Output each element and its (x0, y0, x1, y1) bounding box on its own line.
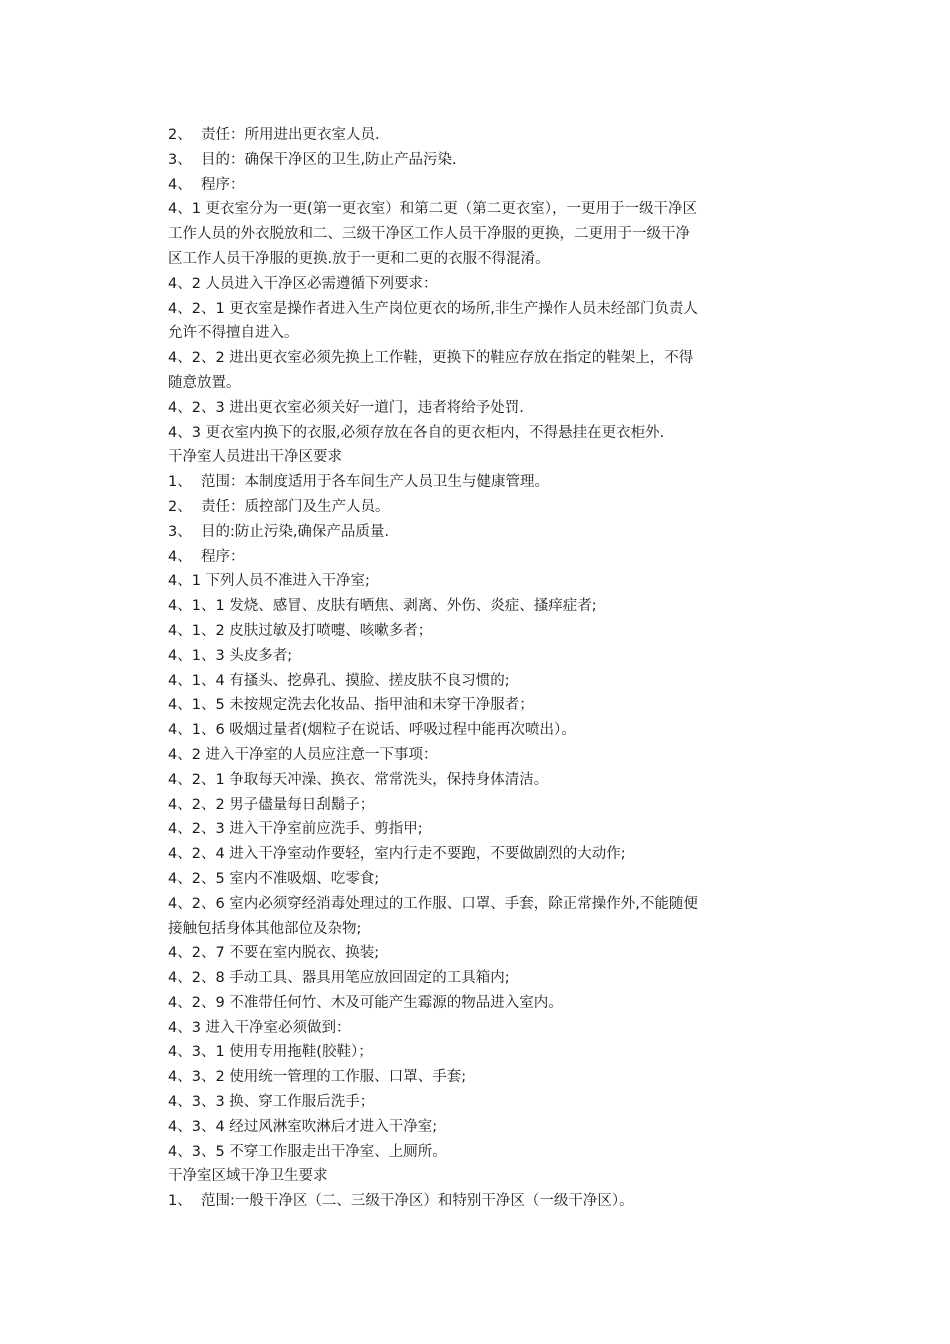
text-line: 4、1、1 发烧、感冒、皮肤有晒焦、剥离、外伤、炎症、搔痒症者; (168, 598, 597, 615)
text-line: 4、2、3 进入干净室前应洗手、剪指甲; (168, 821, 423, 838)
text-line: 4、1、5 未按规定洗去化妆品、指甲油和未穿干净服者； (168, 697, 534, 714)
text-line: 4、2、6 室内必须穿经消毒处理过的工作服、口罩、手套，除正常操作外,不能随便 (168, 895, 698, 912)
text-line: 4、1、2 皮肤过敏及打喷嚏、咳嗽多者； (168, 622, 433, 639)
text-line: 4、3 进入干净室必须做到： (168, 1019, 351, 1036)
text-line: 4、3 更衣室内换下的衣服,必须存放在各自的更衣柜内，不得悬挂在更衣柜外. (168, 424, 665, 441)
text-line: 4、2、9 不准带任何竹、木及可能产生霉源的物品进入室内。 (168, 994, 563, 1011)
text-line: 允许不得擅自进入。 (168, 325, 299, 342)
text-line: 接触包括身体其他部位及杂物; (168, 920, 362, 937)
text-line: 4、1 下列人员不准进入干净室; (168, 573, 370, 590)
text-line: 4、2、4 进入干净室动作要轻，室内行走不要跑，不要做剧烈的大动作; (168, 846, 626, 863)
text-line: 4、2、5 室内不准吸烟、吃零食; (168, 870, 380, 887)
text-line: 4、3、4 经过风淋室吹淋后才进入干净室; (168, 1118, 438, 1135)
section-heading: 干净室区域干净卫生要求 (168, 1168, 328, 1185)
text-line: 4、2 进入干净室的人员应注意一下事项： (168, 746, 438, 763)
text-line: 随意放置。 (168, 374, 241, 391)
text-line: 1、 范围：本制度适用于各车间生产人员卫生与健康管理。 (168, 474, 549, 491)
text-line: 4、1、3 头皮多者; (168, 647, 293, 664)
text-line: 区工作人员干净服的更换.放于一更和二更的衣服不得混淆。 (168, 250, 550, 267)
text-line: 3、 目的：确保干净区的卫生,防止产品污染. (168, 151, 457, 168)
text-line: 2、 责任：质控部门及生产人员。 (168, 498, 390, 515)
text-line: 4、2、8 手动工具、器具用笔应放回固定的工具箱内; (168, 970, 510, 987)
text-line: 4、2、7 不要在室内脱衣、换装; (168, 945, 380, 962)
text-line: 4、2、1 更衣室是操作者进入生产岗位更衣的场所,非生产操作人员未经部门负责人 (168, 300, 698, 317)
document-body (168, 123, 788, 1214)
section-heading: 干净室人员进出干净区要求 (168, 449, 342, 466)
text-line: 4、3、3 换、穿工作服后洗手； (168, 1094, 375, 1111)
text-line: 4、1、4 有搔头、挖鼻孔、摸脸、搓皮肤不良习惯的; (168, 672, 510, 689)
text-line: 3、 目的:防止污染,确保产品质量. (168, 523, 390, 540)
text-line: 4、1 更衣室分为一更(第一更衣室）和第二更（第二更衣室），一更用于一级干净区 (168, 201, 697, 218)
text-line: 2、 责任：所用进出更衣室人员. (168, 127, 380, 143)
text-line: 4、2、2 进出更衣室必须先换上工作鞋，更换下的鞋应存放在指定的鞋架上，不得 (168, 350, 694, 367)
text-line: 工作人员的外衣脱放和二、三级干净区工作人员干净服的更换，二更用于一级干净 (168, 226, 690, 243)
text-line: 4、1、6 吸烟过量者(烟粒子在说话、呼吸过程中能再次喷出）。 (168, 722, 576, 739)
text-line: 4、2、2 男子儘量每日刮鬍子； (168, 796, 375, 813)
text-line: 4、2 人员进入干净区必需遵循下列要求： (168, 275, 438, 292)
text-line: 4、2、1 争取每天冲澡、换衣、常常洗头，保持身体清洁。 (168, 771, 549, 788)
text-line: 4、3、2 使用统一管理的工作服、口罩、手套; (168, 1069, 467, 1086)
text-line: 4、2、3 进出更衣室必须关好一道门，违者将给予处罚. (168, 399, 524, 416)
text-line: 4、3、1 使用专用拖鞋(胶鞋）； (168, 1044, 373, 1061)
text-line: 1、 范围:一般干净区（二、三级干净区）和特别干净区（一级干净区）。 (168, 1193, 634, 1210)
text-line: 4、3、5 不穿工作服走出干净室、上厕所。 (168, 1143, 447, 1160)
text-line: 4、 程序： (168, 176, 245, 193)
text-line: 4、 程序： (168, 548, 245, 565)
